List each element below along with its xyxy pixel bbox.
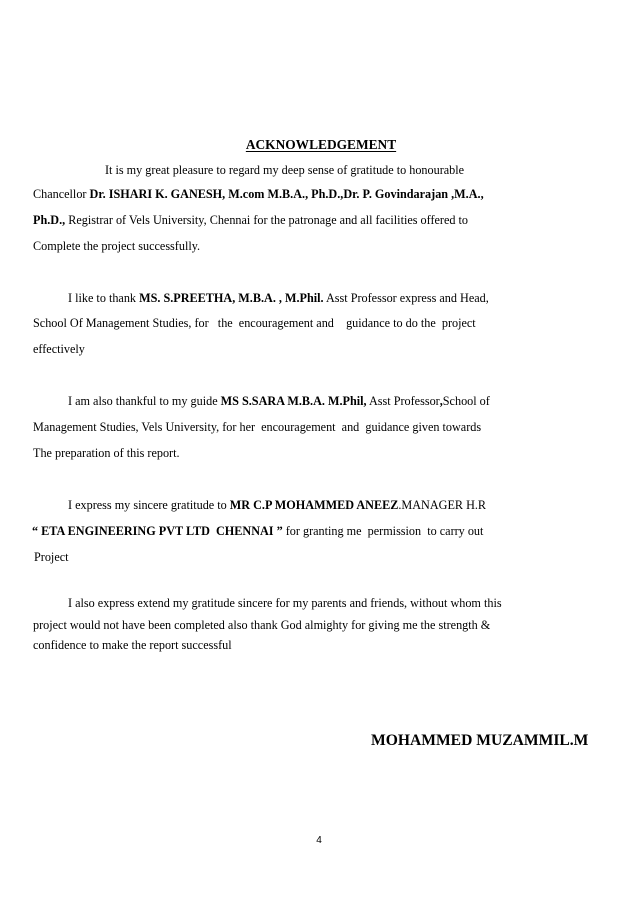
text-run: I am also thankful to my guide [68,394,221,408]
guide-name: MS S.SARA M.B.A. M.Phil, [220,394,367,408]
text-run: I like to thank [68,291,140,305]
paragraph-2-line-1 [68,290,489,306]
paragraph-4-line-3: Project [34,550,69,564]
page-title: ACKNOWLEDGEMENT [245,137,397,152]
paragraph-4-line-2 [32,523,483,539]
paragraph-1-line-4: Complete the project successfully. [33,239,201,253]
text-run: Asst Professor [366,394,440,408]
text-run: for granting me permission to carry out [282,524,484,538]
page-number: 4 [316,835,322,846]
text-run: .MANAGER H.R [398,498,487,512]
text-run: Chancellor [33,187,90,201]
paragraph-3-line-1 [68,393,490,409]
text-run: Registrar of Vels University, Chennai for the patronage and all facilities offered to [65,213,469,227]
paragraph-5-line-1: I also express extend my gratitude sincere for my parents and friends, without whom this [68,596,502,610]
hod-name: MS. S.PREETHA, M.B.A. , M.Phil. [139,291,324,305]
paragraph-3-line-2: Management Studies, Vels University, for her encouragement and guidance given towards [33,420,482,434]
signature-name: MOHAMMED MUZAMMIL.M [371,732,589,749]
text-run: I express my sincere gratitude to [68,498,230,512]
paragraph-1-line-1: It is my great pleasure to regard my deep sense of gratitude to honourable [105,163,465,177]
manager-name: MR C.P MOHAMMED ANEEZ [229,498,399,512]
paragraph-5-line-3: confidence to make the report successful [33,638,232,652]
chancellor-name: Dr. ISHARI K. GANESH, M.com M.B.A., Ph.D.,Dr. P. Govindarajan ,M.A., [89,187,484,201]
paragraph-2-line-3: effectively [33,342,85,356]
comma: , [439,394,443,408]
company-name: “ ETA ENGINEERING PVT LTD CHENNAI ” [32,524,283,538]
paragraph-1-line-3 [33,212,468,228]
paragraph-3-line-3: The preparation of this report. [33,446,180,460]
paragraph-4-line-1 [68,497,486,513]
paragraph-1-line-2 [33,186,484,202]
text-run: School of [442,394,490,408]
text-run: Asst Professor express and Head, [323,291,489,305]
degree-text: Ph.D., [33,213,66,227]
paragraph-2-line-2: School Of Management Studies, for the encouragement and guidance to do the project [33,316,476,330]
paragraph-5-line-2: project would not have been completed also thank God almighty for giving me the strength & [33,618,491,632]
